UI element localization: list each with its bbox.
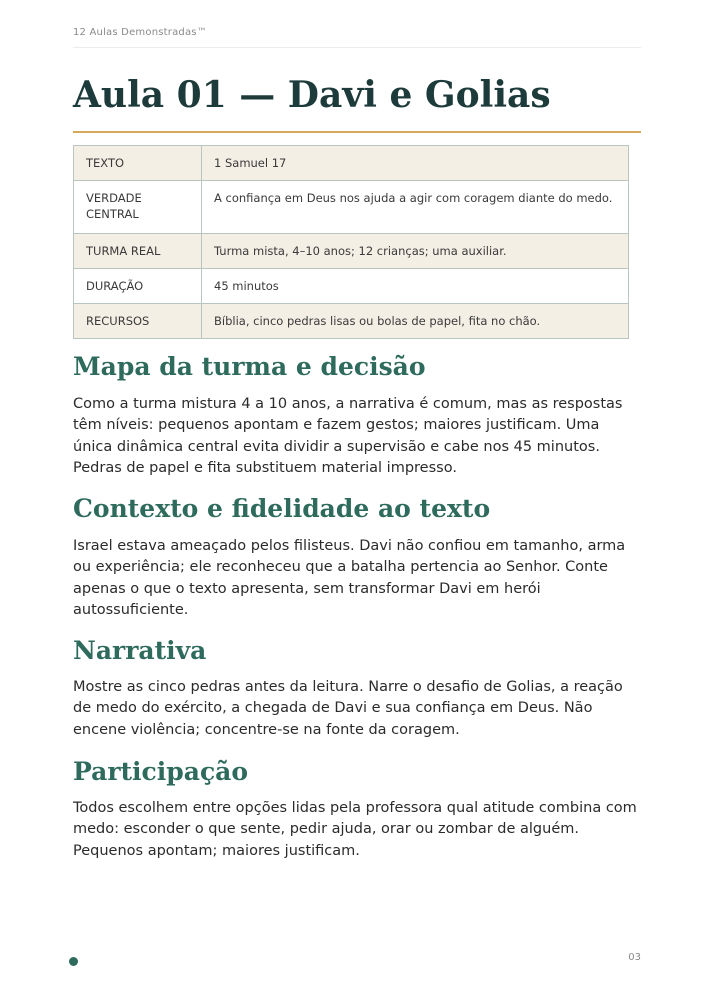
table-row — [74, 269, 629, 304]
table-value: A confiança em Deus nos ajuda a agir com coragem diante do medo. — [202, 181, 629, 234]
table-value: 1 Samuel 17 — [202, 146, 629, 181]
table-value: Turma mista, 4–10 anos; 12 crianças; uma auxiliar. — [202, 234, 629, 269]
table-key: DURAÇÃO — [74, 269, 202, 304]
section-heading-narrativa: Narrativa — [73, 636, 207, 665]
footer-dot-icon — [69, 957, 78, 966]
section-body-mapa: Como a turma mistura 4 a 10 anos, a narrativa é comum, mas as respostas têm níveis: pequenos apontam e fazem gestos; maiores justificam. Uma única dinâmica central evita dividir a supervisão e cabe nos 45 minutos. Pedras de papel e fita substituem material impresso. — [73, 396, 623, 476]
table-row — [74, 146, 629, 181]
table-value: Bíblia, cinco pedras lisas ou bolas de papel, fita no chão. — [202, 304, 629, 339]
table-row — [74, 304, 629, 339]
table-key: VERDADE CENTRAL — [74, 181, 202, 234]
page-number: 03 — [628, 952, 641, 963]
lesson-info-table — [73, 145, 629, 339]
section-body-narrativa: Mostre as cinco pedras antes da leitura. Narre o desafio de Golias, a reação de medo do exército, a chegada de Davi e sua confiança em Deus. Não encene violência; concentre-se na fonte da coragem. — [73, 679, 623, 738]
section-body-participacao: Todos escolhem entre opções lidas pela professora qual atitude combina com medo: esconder o que sente, pedir ajuda, orar ou zombar de alguém. Pequenos apontam; maiores justificam. — [73, 800, 637, 859]
section-heading-participacao: Participação — [73, 757, 249, 786]
title-divider — [73, 131, 641, 133]
table-key: TURMA REAL — [74, 234, 202, 269]
table-key: RECURSOS — [74, 304, 202, 339]
running-header: 12 Aulas Demonstradas™ — [73, 27, 641, 48]
table-key: TEXTO — [74, 146, 202, 181]
table-row — [74, 181, 629, 234]
section-body-contexto: Israel estava ameaçado pelos filisteus. Davi não confiou em tamanho, arma ou experiência; ele reconheceu que a batalha pertencia ao Senhor. Conte apenas o que o texto apresenta, sem transformar Davi em herói autossuficiente. — [73, 538, 626, 618]
table-value: 45 minutos — [202, 269, 629, 304]
section-heading-contexto: Contexto e fidelidade ao texto — [73, 494, 491, 523]
lesson-title: Aula 01 — Davi e Golias — [73, 74, 551, 116]
section-heading-mapa: Mapa da turma e decisão — [73, 352, 426, 381]
table-row — [74, 234, 629, 269]
